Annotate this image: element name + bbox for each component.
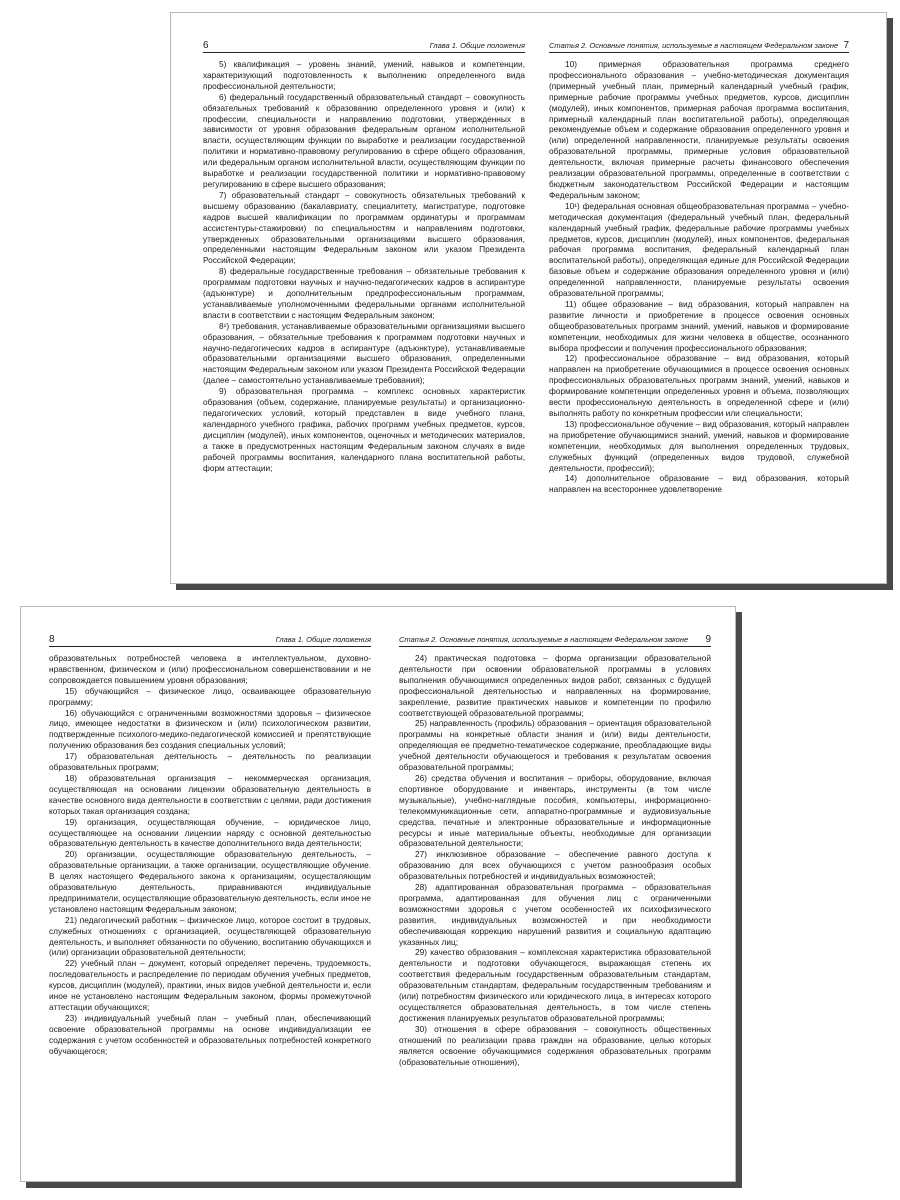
paragraph: 16) обучающийся с ограниченными возможностями здоровья – физическое лицо, имеющее недостатки в физическом и (или) психологическом развитии, подтвержденные психолого-медико-педагогической комиссией и препятствующие получению образования без создания специальных условий; [49, 707, 371, 751]
paragraph: 25) направленность (профиль) образования – ориентация образовательной программы на конкретные области знания и (или) виды деятельности, определяющая ее предметно-тематическое содержание, преобладающие виды учебной деятельности обучающегося и требования к результатам освоения образовательной программы; [399, 718, 711, 773]
page-number: 8 [49, 634, 55, 645]
bottom-spread [20, 606, 736, 1182]
page-header [549, 39, 849, 53]
page-6 [203, 13, 525, 583]
paragraph: 20) организации, осуществляющие образовательную деятельность, – образовательные организации, а также организации, осуществляющие обучение. В целях настоящего Федерального закона к организациям, осуществляющим образовательную деятельность, приравниваются индивидуальные предприниматели, осуществляющие образовательную деятельность, если иное не установлено настоящим Федеральным законом; [49, 849, 371, 914]
paragraph: 10) примерная образовательная программа среднего профессионального образования – учебно-методическая документация (примерный учебный план, примерный календарный учебный график, примерные рабочие программы учебных предметов, курсов, дисциплин (модулей), иных компонентов, примерная рабочая программа воспитания, примерный календарный план воспитательной работы), определяющая рекомендуемые объем и содержание образования определенного уровня и (или) определенной направленности, планируемые результаты освоения образовательной программы, примерные условия образовательной деятельности, включая примерные расчеты финансового обеспечения реализации образовательной программы, определенные в соответствии с бюджетным законодательством Российской Федерации и настоящим Федеральным законом; [549, 59, 849, 200]
page-header [399, 633, 711, 647]
paragraph: 7) образовательный стандарт – совокупность обязательных требований к высшему образованию (бакалавриату, специалитету, магистратуре, подготовке кадров высшей квалификации по программам ординатуры и программам ассистентуры-стажировки) по специальностям и направлениям подготовки, утвержденных образовательными организациями высшего образования, определенными настоящим Федеральным законом или указом Президента Российской Федерации; [203, 189, 525, 266]
page-number: 6 [203, 40, 209, 51]
paragraph: 19) организация, осуществляющая обучение, – юридическое лицо, осуществляющее на основании лицензии наряду с основной деятельностью образовательную деятельность в качестве дополнительного вида деятельности; [49, 816, 371, 849]
paragraph: 29) качество образования – комплексная характеристика образовательной деятельности и подготовки обучающегося, выражающая степень их соответствия федеральным государственным образовательным стандартам, образовательным стандартам, федеральным государственным требованиям и (или) потребностям физического или юридического лица, в интересах которого осуществляется образовательная деятельность, в том числе степень достижения планируемых результатов образовательной программы; [399, 947, 711, 1023]
paragraph: 28) адаптированная образовательная программа – образовательная программа, адаптированная для обучения лиц с ограниченными возможностями здоровья с учетом особенностей их психофизического развития, индивидуальных возможностей и при необходимости обеспечивающая коррекцию нарушений развития и социальную адаптацию указанных лиц; [399, 882, 711, 947]
paragraph: 12) профессиональное образование – вид образования, который направлен на приобретение обучающимися в процессе освоения основных профессиональных образовательных программ знаний, умений, навыков и формирование компетенции определенных уровня и объема, позволяющих вести профессиональную деятельность в определенной сфере и (или) выполнять работу по конкретным профессии или специальности; [549, 353, 849, 418]
paragraph: 24) практическая подготовка – форма организации образовательной деятельности при освоении образовательной программы в условиях выполнения обучающимися определенных видов работ, связанных с будущей профессиональной деятельностью и направленных на формирование, закрепление, развитие практических навыков и компетенции по профилю соответствующей образовательной программы; [399, 653, 711, 718]
paragraph: 30) отношения в сфере образования – совокупность общественных отношений по реализации права граждан на образование, целью которых является освоение обучающимися содержания образовательных программ (образовательные отношения), [399, 1023, 711, 1067]
paragraph: 23) индивидуальный учебный план – учебный план, обеспечивающий освоение образовательной программы на основе индивидуализации ее содержания с учетом особенностей и образовательных потребностей конкретного обучающегося; [49, 1012, 371, 1056]
paragraph: образовательных потребностей человека в интеллектуальном, духовно-нравственном, физическом и (или) профессиональном совершенствовании и не сопровождается повышением уровня образования; [49, 653, 371, 685]
paragraph: 6) федеральный государственный образовательный стандарт – совокупность обязательных требований к образованию определенного уровня и (или) к профессии, специальности и направлению подготовки, утвержденных в зависимости от уровня образования федеральным органом исполнительной власти, осуществляющим функции по выработке и реализации государственной политики и нормативно-правовому регулированию в сфере общего образования, или федеральным органом исполнительной власти, осуществляющим функции по выработке и реализации государственной политики и нормативно-правовому регулированию в сфере высшего образования; [203, 91, 525, 189]
paragraph: 17) образовательная деятельность – деятельность по реализации образовательных программ; [49, 751, 371, 773]
paragraph: 10¹) федеральная основная общеобразовательная программа – учебно-методическая документация (федеральный учебный план, федеральный календарный учебный график, федеральные рабочие программы учебных предметов, курсов, дисциплин (модулей), иных компонентов, федеральная рабочая программа воспитания, федеральный календарный план воспитательной работы), определяющая единые для Российской Федерации базовые объем и содержание образования определенного уровня и (или) определенной направленности, планируемые результаты освоения образовательной программы; [549, 200, 849, 299]
page-text [549, 59, 849, 573]
paragraph: 22) учебный план – документ, который определяет перечень, трудоемкость, последовательность и распределение по периодам обучения учебных предметов, курсов, дисциплин (модулей), практики, иных видов учебной деятельности и, если иное не установлено настоящим Федеральным законом, формы промежуточной аттестации обучающихся; [49, 958, 371, 1012]
page-text [399, 653, 711, 1171]
paragraph: 21) педагогический работник – физическое лицо, которое состоит в трудовых, служебных отношениях с организацией, осуществляющей образовательную деятельность, и выполняет обязанности по обучению, воспитанию обучающихся и (или) организации образовательной деятельности; [49, 914, 371, 958]
running-header: Статья 2. Основные понятия, используемые в настоящем Федеральном законе [549, 41, 839, 50]
paragraph: 14) дополнительное образование – вид образования, который направлен на всестороннее удовлетворение [549, 473, 849, 495]
running-header: Глава 1. Общие положения [429, 41, 525, 50]
page-9 [399, 607, 711, 1181]
page-number: 7 [843, 40, 849, 51]
paragraph: 8) федеральные государственные требования – обязательные требования к программам подготовки научных и научно-педагогических кадров в аспирантуре (адъюнктуре) и дополнительным предпрофессиональным программам, устанавливаемые уполномоченными федеральными органами исполнительной власти в соответствии с настоящим Федеральным законом; [203, 266, 525, 320]
paragraph: 5) квалификация – уровень знаний, умений, навыков и компетенции, характеризующий подготовленность к выполнению определенного вида профессиональной деятельности; [203, 59, 525, 91]
paragraph: 11) общее образование – вид образования, который направлен на развитие личности и приобретение в процессе освоения основных общеобразовательных программ знаний, умений, навыков и формирование компетенции, необходимых для жизни человека в обществе, осознанного выбора профессии и получения профессионального образования; [549, 298, 849, 353]
paragraph: 18) образовательная организация – некоммерческая организация, осуществляющая на основании лицензии образовательную деятельность в качестве основного вида деятельности в соответствии с целями, ради достижения которых такая организация создана; [49, 772, 371, 816]
paragraph: 27) инклюзивное образование – обеспечение равного доступа к образованию для всех обучающихся с учетом разнообразия особых образовательных потребностей и индивидуальных возможностей; [399, 849, 711, 882]
page-text [49, 653, 371, 1171]
paragraph: 15) обучающийся – физическое лицо, осваивающее образовательную программу; [49, 685, 371, 707]
page-text [203, 59, 525, 573]
page-header [49, 633, 371, 647]
paragraph: 8¹) требования, устанавливаемые образовательными организациями высшего образования, – обязательные требования к программам подготовки научных и научно-педагогических кадров в аспирантуре (адъюнктуре), устанавливаемые образовательными организациями высшего образования, определенными настоящим Федеральным законом или указом Президента Российской Федерации (далее – самостоятельно устанавливаемые требования); [203, 320, 525, 386]
running-header: Статья 2. Основные понятия, используемые в настоящем Федеральном законе [399, 635, 689, 644]
paragraph: 26) средства обучения и воспитания – приборы, оборудование, включая спортивное оборудование и инвентарь, инструменты (в том числе музыкальные), учебно-наглядные пособия, компьютеры, информационно-телекоммуникационные сети, аппаратно-программные и аудиовизуальные средства, печатные и электронные образовательные и информационные ресурсы и иные материальные объекты, необходимые для организации образовательной деятельности; [399, 772, 711, 849]
page-header [203, 39, 525, 53]
page-7 [549, 13, 849, 583]
top-spread [170, 12, 887, 584]
page-number: 9 [705, 634, 711, 645]
running-header: Глава 1. Общие положения [275, 635, 371, 644]
paragraph: 9) образовательная программа – комплекс основных характеристик образования (объем, содержание, планируемые результаты) и организационно-педагогических условий, который представлен в виде учебного плана, календарного учебного графика, рабочих программ учебных предметов, курсов, дисциплин (модулей), иных компонентов, оценочных и методических материалов, а также в предусмотренных настоящим Федеральным законом случаях в виде рабочей программы воспитания, календарного плана воспитательной работы, форм аттестации; [203, 386, 525, 473]
page-8 [49, 607, 371, 1181]
paragraph: 13) профессиональное обучение – вид образования, который направлен на приобретение обучающимися знаний, умений, навыков и формирование компетенции, необходимых для выполнения определенных трудовых, служебных функций (определенных видов трудовой, служебной деятельности, профессий); [549, 418, 849, 473]
